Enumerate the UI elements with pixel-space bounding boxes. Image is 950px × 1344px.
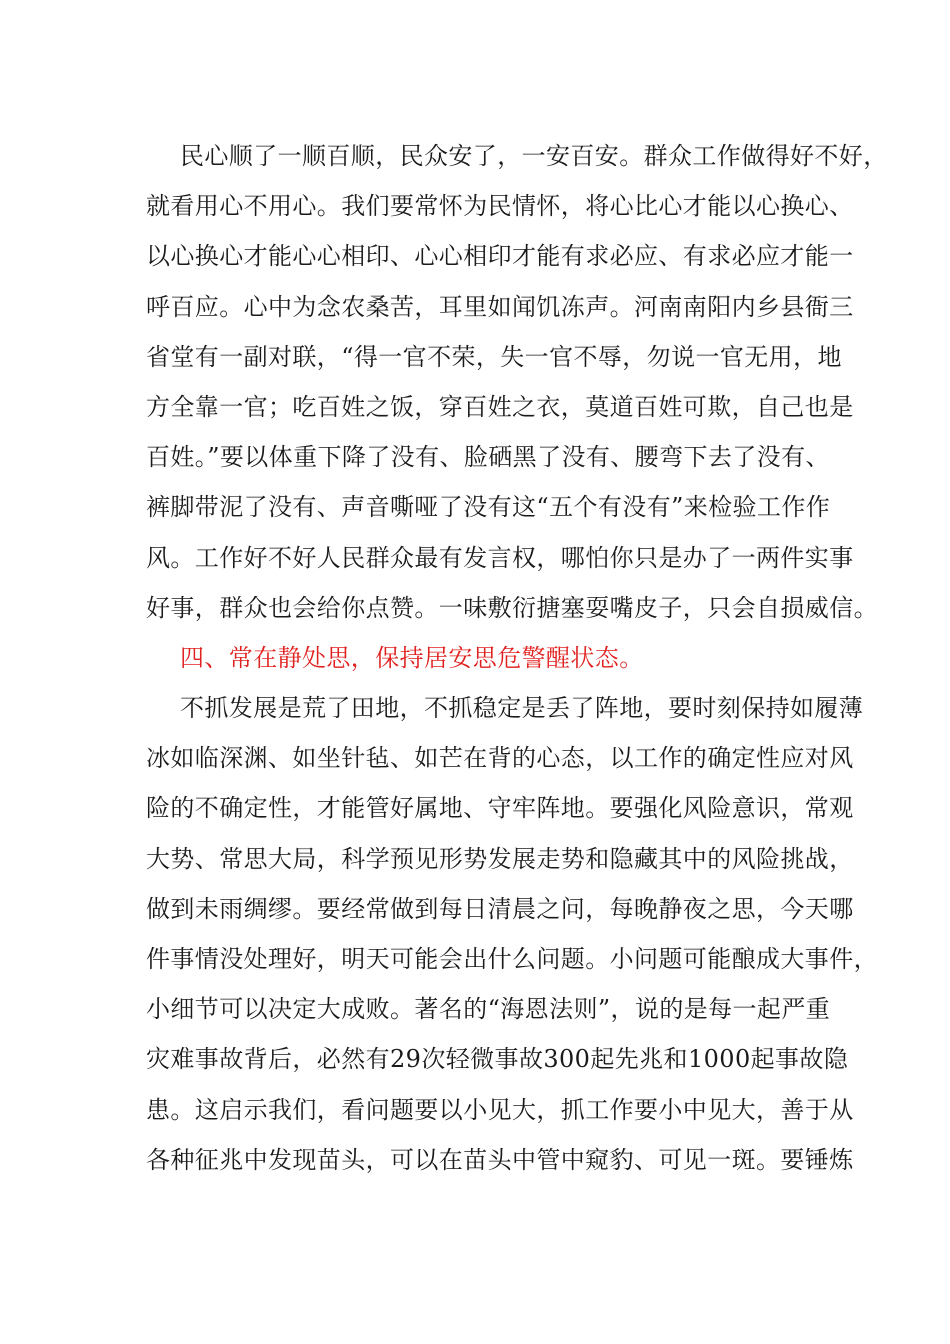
paragraph-1-line-4: 呼百应。心中为念农桑苦，耳里如闻饥冻声。河南南阳内乡县衙三	[146, 292, 854, 321]
paragraph-1-line-2: 就看用心不用心。我们要常怀为民情怀，将心比心才能以心换心、	[146, 192, 854, 221]
paragraph-1-line-1: 民心顺了一顺百顺，民众安了，一安百安。群众工作做得好不好，	[180, 142, 888, 170]
paragraph-2-line-3: 险的不确定性，才能管好属地、守牢阵地。要强化风险意识，常观	[146, 794, 854, 823]
paragraph-1-line-10: 好事，群众也会给你点赞。一味敷衍搪塞耍嘴皮子，只会自损威信。	[146, 593, 878, 622]
paragraph-2-line-6: 件事情没处理好，明天可能会出什么问题。小问题可能酿成大事件，	[146, 945, 878, 973]
section-heading: 四、常在静处思，保持居安思危警醒状态。	[180, 643, 644, 672]
paragraph-1-line-7: 百姓。”要以体重下降了没有、脸硒黑了没有、腰弯下去了没有、	[146, 443, 830, 472]
paragraph-1-line-3: 以心换心才能心心相印、心心相印才能有求必应、有求必应才能一	[146, 242, 854, 271]
paragraph-2-line-5: 做到未雨绸缪。要经常做到每日清晨之问，每晚静夜之思，今天哪	[146, 894, 854, 923]
paragraph-2-line-1: 不抓发展是荒了田地，不抓稳定是丢了阵地，要时刻保持如履薄	[180, 694, 864, 723]
paragraph-2-line-9: 患。这启示我们，看问题要以小见大，抓工作要小中见大，善于从	[146, 1095, 854, 1124]
paragraph-2-line-10: 各种征兆中发现苗头，可以在苗头中管中窥豹、可见一斑。要锤炼	[146, 1145, 854, 1174]
paragraph-1-line-6: 方全靠一官；吃百姓之饭，穿百姓之衣，莫道百姓可欺，自己也是	[146, 392, 854, 421]
paragraph-1-line-8: 裤脚带泥了没有、声音嘶哑了没有这“五个有没有”来检验工作作	[146, 493, 831, 522]
paragraph-2-line-4: 大势、常思大局，科学预见形势发展走势和隐藏其中的风险挑战，	[146, 844, 854, 873]
document-body	[146, 131, 888, 1185]
paragraph-2-line-2: 冰如临深渊、如坐针毡、如芒在背的心态，以工作的确定性应对风	[146, 744, 854, 773]
paragraph-2-line-8: 灾难事故背后，必然有29次轻微事故300起先兆和1000起事故隐	[146, 1045, 849, 1074]
paragraph-2-line-7: 小细节可以决定大成败。著名的“海恩法则”，说的是每一起严重	[146, 995, 831, 1024]
paragraph-1-line-5: 省堂有一副对联，“得一官不荣，失一官不辱，勿说一官无用，地	[146, 342, 842, 371]
paragraph-1-line-9: 风。工作好不好人民群众最有发言权，哪怕你只是办了一两件实事	[146, 543, 854, 572]
